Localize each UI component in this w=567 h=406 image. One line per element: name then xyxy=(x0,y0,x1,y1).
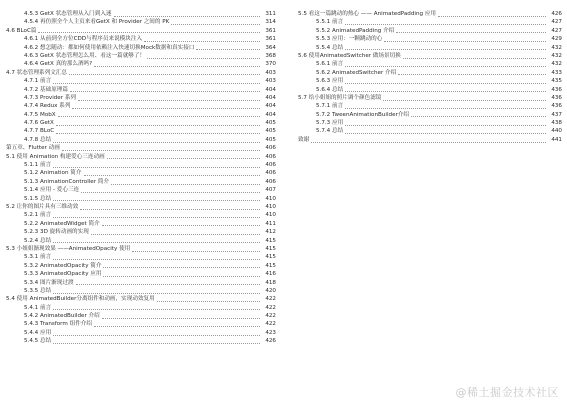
dot-leader xyxy=(80,205,260,210)
dot-leader xyxy=(345,129,546,134)
toc-entry-title: 4.7.8 总结 xyxy=(24,136,52,143)
toc-entry[interactable] xyxy=(6,60,276,68)
toc-entry[interactable] xyxy=(6,228,276,236)
toc-entry-page: 415 xyxy=(265,262,276,269)
dot-leader xyxy=(84,171,261,176)
dot-leader xyxy=(53,339,260,344)
toc-entry[interactable] xyxy=(6,279,276,287)
toc-entry[interactable] xyxy=(298,35,562,43)
toc-entry[interactable] xyxy=(6,136,276,144)
dot-leader xyxy=(53,163,260,168)
toc-entry[interactable] xyxy=(298,52,562,60)
dot-leader xyxy=(53,238,260,243)
dot-leader xyxy=(103,272,260,277)
toc-entry[interactable] xyxy=(6,304,276,312)
dot-leader xyxy=(345,104,546,109)
toc-entry-page: 422 xyxy=(265,321,276,328)
toc-entry[interactable] xyxy=(298,127,562,135)
toc-entry-title: 4.7.2 基础原理篇 xyxy=(24,86,68,93)
toc-entry[interactable] xyxy=(6,169,276,177)
dot-leader xyxy=(345,79,546,84)
dot-leader xyxy=(147,54,260,59)
toc-entry-title: 4.7.1 前言 xyxy=(24,78,52,85)
dot-leader xyxy=(107,154,260,159)
toc-left-column xyxy=(6,10,276,346)
toc-entry[interactable] xyxy=(6,69,276,77)
dot-leader xyxy=(53,255,260,260)
toc-entry-page: 436 xyxy=(551,86,562,93)
toc-entry-page: 440 xyxy=(551,128,562,135)
toc-entry[interactable] xyxy=(6,52,276,60)
toc-entry-page: 361 xyxy=(265,27,276,34)
toc-entry-title: 4.6.1 从前到全方位CDD与程序员来说模块注入 xyxy=(24,36,143,43)
toc-entry[interactable] xyxy=(6,245,276,253)
toc-entry-page: 427 xyxy=(551,27,562,34)
toc-entry-page: 406 xyxy=(265,162,276,169)
dot-leader xyxy=(94,322,260,327)
toc-entry-title: 4.5.4 再仿照全个人主页来看GetX 和 Provider 之间的 PK xyxy=(24,19,170,26)
dot-leader xyxy=(53,138,260,143)
toc-entry[interactable] xyxy=(6,186,276,194)
toc-entry[interactable] xyxy=(6,295,276,303)
toc-entry-title: 5.4.5 总结 xyxy=(24,338,52,345)
dot-leader xyxy=(114,12,260,17)
dot-leader xyxy=(53,79,260,84)
toc-entry-page: 404 xyxy=(265,103,276,110)
toc-entry[interactable] xyxy=(6,329,276,337)
toc-entry-title: 4.7.4 Redux 系列 xyxy=(24,103,71,110)
dot-leader xyxy=(102,221,260,226)
toc-entry-title: 5.7.4 总结 xyxy=(316,128,344,135)
toc-entry[interactable] xyxy=(298,102,562,110)
toc-entry[interactable] xyxy=(6,119,276,127)
toc-entry[interactable] xyxy=(6,18,276,26)
dot-leader xyxy=(411,112,546,117)
dot-leader xyxy=(396,28,546,33)
toc-entry[interactable] xyxy=(298,69,562,77)
watermark: @稀土掘金技术社区 xyxy=(455,386,559,399)
toc-entry[interactable] xyxy=(6,94,276,102)
toc-entry-page: 406 xyxy=(265,178,276,185)
toc-entry-title: 4.5.3 GetX 状态管理从入门到入迷 xyxy=(24,11,112,17)
toc-right-column xyxy=(298,10,562,144)
toc-entry-page: 441 xyxy=(551,136,562,143)
toc-entry-title: 5.3 小姐姐渐现效果 ——AnimatedOpacity 使用 xyxy=(6,245,131,252)
toc-entry-page: 438 xyxy=(551,120,562,127)
toc-entry[interactable] xyxy=(6,195,276,203)
toc-entry-title: 4.6 BLoC篇 xyxy=(6,27,37,34)
toc-entry-title: 5.6 使用AnimatedSwitcher 做场景切换 xyxy=(298,52,401,59)
toc-entry-title: 5.3.4 图片渐现过渡 xyxy=(24,279,74,286)
dot-leader xyxy=(345,121,546,126)
toc-entry-page: 427 xyxy=(551,19,562,26)
toc-entry-title: 4.6.3 GetX 状态管理怎么用、看这一篇就够了！ xyxy=(24,52,146,59)
dot-leader xyxy=(157,297,260,302)
toc-entry-title: 5.6.1 前言 xyxy=(316,61,344,68)
toc-entry-page: 405 xyxy=(265,128,276,135)
toc-entry-page: 406 xyxy=(265,153,276,160)
toc-entry[interactable] xyxy=(6,320,276,328)
dot-leader xyxy=(53,331,260,336)
dot-leader xyxy=(78,96,260,101)
toc-entry-title: 5.5.1 前言 xyxy=(316,19,344,26)
dot-leader xyxy=(144,37,260,42)
toc-entry-page: 412 xyxy=(265,229,276,236)
dot-leader xyxy=(81,188,260,193)
toc-entry[interactable] xyxy=(6,44,276,52)
dot-leader xyxy=(103,263,260,268)
toc-entry-title: 4.6.2 想怎随动：都如何使用依赖注入快速切换Mock数据和真实接口 xyxy=(24,44,195,51)
toc-entry-page: 410 xyxy=(265,195,276,202)
dot-leader xyxy=(38,28,260,33)
toc-entry-page: 411 xyxy=(265,220,276,227)
toc-entry[interactable] xyxy=(6,102,276,110)
dot-leader xyxy=(53,196,260,201)
toc-entry-title: 5.3.5 总结 xyxy=(24,287,52,294)
dot-leader xyxy=(94,62,260,67)
toc-entry-title: 5.2.1 前言 xyxy=(24,212,52,219)
toc-entry-page: 311 xyxy=(265,11,276,17)
toc-entry-page: 426 xyxy=(551,11,562,17)
toc-entry-page: 404 xyxy=(265,94,276,101)
toc-entry-title: 5.3.2 AnimatedOpacity 简介 xyxy=(24,262,102,269)
toc-entry-title: 5.6.2 AnimatedSwitcher 介绍 xyxy=(316,69,397,76)
toc-entry-page: 436 xyxy=(551,103,562,110)
toc-entry-title: 5.4.4 应用 xyxy=(24,329,52,336)
toc-entry-page: 404 xyxy=(265,86,276,93)
dot-leader xyxy=(111,180,260,185)
toc-entry-title: 4.7.3 Provider 系列 xyxy=(24,94,77,101)
toc-entry-page: 432 xyxy=(551,44,562,51)
toc-entry[interactable] xyxy=(298,111,562,119)
toc-entry-title: 5.1.2 Animation 简介 xyxy=(24,170,82,177)
toc-entry-page: 415 xyxy=(265,237,276,244)
toc-entry-title: 4.7.7 BLoC xyxy=(24,128,55,135)
toc-entry-title: 5.1.3 AnimationController 简介 xyxy=(24,178,110,185)
toc-entry[interactable] xyxy=(298,136,562,144)
toc-entry[interactable] xyxy=(298,86,562,94)
toc-entry-page: 406 xyxy=(265,145,276,152)
toc-entry-page: 368 xyxy=(265,52,276,59)
dot-leader xyxy=(70,87,260,92)
toc-entry-page: 405 xyxy=(265,136,276,143)
dot-leader xyxy=(345,45,546,50)
toc-entry[interactable] xyxy=(6,270,276,278)
toc-entry[interactable] xyxy=(6,312,276,320)
toc-entry-title: 5.6.4 总结 xyxy=(316,86,344,93)
dot-leader xyxy=(69,70,260,75)
toc-entry[interactable] xyxy=(6,287,276,295)
toc-entry-page: 422 xyxy=(265,296,276,303)
toc-entry-page: 437 xyxy=(551,111,562,118)
toc-entry-page: 370 xyxy=(265,61,276,68)
toc-entry[interactable] xyxy=(6,220,276,228)
toc-entry[interactable] xyxy=(298,18,562,26)
dot-leader xyxy=(72,104,260,109)
toc-entry-title: 第五章、Flutter 动画 xyxy=(6,145,60,152)
toc-entry-title: 5.2 让你的图片具有三维动效 xyxy=(6,203,79,210)
toc-entry[interactable] xyxy=(6,111,276,119)
toc-entry-title: 5.4 使用 AnimatedBuilder分离组件和动画，实现动效复用 xyxy=(6,296,155,303)
dot-leader xyxy=(53,305,260,310)
toc-entry-title: 4.7 状态管理系列文汇总 xyxy=(6,69,68,76)
toc-entry-title: 5.5.3 应用：一颗跳动的心 xyxy=(316,36,383,43)
dot-leader xyxy=(132,247,260,252)
toc-entry-title: 4.7.5 MobX xyxy=(24,111,56,118)
toc-entry[interactable] xyxy=(298,60,562,68)
toc-entry-page: 403 xyxy=(265,69,276,76)
toc-entry[interactable] xyxy=(298,27,562,35)
toc-entry-page: 364 xyxy=(265,44,276,51)
toc-entry-title: 5.7.3 应用 xyxy=(316,120,344,127)
dot-leader xyxy=(102,314,260,319)
dot-leader xyxy=(76,280,260,285)
toc-entry-title: 5.2.3 3D 旋转动画的实现 xyxy=(24,229,89,236)
dot-leader xyxy=(58,112,260,117)
toc-entry[interactable] xyxy=(6,153,276,161)
toc-entry[interactable] xyxy=(6,127,276,135)
dot-leader xyxy=(383,96,546,101)
toc-entry-title: 5.2.4 总结 xyxy=(24,237,52,244)
dot-leader xyxy=(311,138,546,143)
toc-entry[interactable] xyxy=(6,35,276,43)
toc-entry[interactable] xyxy=(298,119,562,127)
toc-entry[interactable] xyxy=(6,10,276,18)
toc-entry-title: 5.7.1 前言 xyxy=(316,103,344,110)
toc-entry[interactable] xyxy=(6,161,276,169)
toc-entry-page: 403 xyxy=(265,78,276,85)
toc-entry-page: 416 xyxy=(265,271,276,278)
dot-leader xyxy=(345,20,546,25)
dot-leader xyxy=(345,62,546,67)
toc-entry-title: 5.1.5 总结 xyxy=(24,195,52,202)
toc-entry-page: 418 xyxy=(265,279,276,286)
toc-entry[interactable] xyxy=(6,253,276,261)
dot-leader xyxy=(196,45,260,50)
toc-entry-page: 435 xyxy=(551,78,562,85)
toc-entry[interactable] xyxy=(298,44,562,52)
dot-leader xyxy=(53,213,260,218)
toc-entry[interactable] xyxy=(6,211,276,219)
toc-entry-page: 415 xyxy=(265,254,276,261)
toc-entry-page: 314 xyxy=(265,19,276,26)
toc-entry-page: 432 xyxy=(551,61,562,68)
toc-entry[interactable] xyxy=(6,262,276,270)
toc-entry-title: 致谢 xyxy=(298,136,310,143)
dot-leader xyxy=(345,87,546,92)
toc-entry-title: 5.1.4 应用 - 爱心三连 xyxy=(24,187,80,194)
toc-entry-page: 415 xyxy=(265,245,276,252)
dot-leader xyxy=(56,121,260,126)
toc-entry-page: 361 xyxy=(265,36,276,43)
toc-entry[interactable] xyxy=(6,237,276,245)
toc-entry-title: 4.7.6 GetX xyxy=(24,120,54,127)
dot-leader xyxy=(438,12,546,17)
toc-entry-page: 405 xyxy=(265,120,276,127)
toc-entry-page: 423 xyxy=(265,329,276,336)
toc-entry-title: 5.3.1 前言 xyxy=(24,254,52,261)
toc-entry-title: 5.2.2 AnimatedWidget 简介 xyxy=(24,220,100,227)
dot-leader xyxy=(62,146,260,151)
toc-entry[interactable] xyxy=(298,94,562,102)
dot-leader xyxy=(91,230,260,235)
dot-leader xyxy=(384,37,546,42)
toc-entry-title: 5.4.1 前言 xyxy=(24,304,52,311)
toc-entry-title: 5.7 给小姐姐的照片调个颜色滤镜 xyxy=(298,94,382,101)
dot-leader xyxy=(53,289,260,294)
toc-entry-page: 420 xyxy=(265,287,276,294)
toc-entry-page: 407 xyxy=(265,187,276,194)
toc-entry[interactable] xyxy=(6,144,276,152)
toc-entry[interactable] xyxy=(6,77,276,85)
toc-entry[interactable] xyxy=(298,77,562,85)
toc-entry-title: 5.7.2 TweenAnimationBuilder介绍 xyxy=(316,111,409,118)
toc-entry-page: 422 xyxy=(265,313,276,320)
toc-entry-page: 410 xyxy=(265,212,276,219)
dot-leader xyxy=(56,129,260,134)
toc-entry[interactable] xyxy=(6,86,276,94)
toc-entry-title: 5.1 使用 Animation 构建爱心三连动画 xyxy=(6,153,105,160)
toc-entry-title: 5.4.3 Transform 组件介绍 xyxy=(24,321,92,328)
toc-entry-title: 5.5 看这一篇跳动的热心 —— AnimatedPadding 应用 xyxy=(298,11,437,17)
toc-entry[interactable] xyxy=(6,178,276,186)
toc-entry-title: 5.5.4 总结 xyxy=(316,44,344,51)
toc-entry-page: 432 xyxy=(551,52,562,59)
toc-entry[interactable] xyxy=(6,27,276,35)
toc-entry-title: 5.5.2 AnimatedPadding 介绍 xyxy=(316,27,395,34)
toc-entry[interactable] xyxy=(6,337,276,345)
toc-entry-page: 436 xyxy=(551,94,562,101)
toc-entry-page: 433 xyxy=(551,69,562,76)
toc-entry-title: 5.6.3 应用 xyxy=(316,78,344,85)
toc-entry-page: 429 xyxy=(551,36,562,43)
dot-leader xyxy=(403,54,546,59)
toc-entry-page: 406 xyxy=(265,170,276,177)
toc-entry-title: 4.6.4 GetX 真的那么酒吗? xyxy=(24,61,93,68)
toc-entry-page: 426 xyxy=(265,338,276,345)
toc-entry-title: 5.4.2 AnimatedBuilder 介绍 xyxy=(24,313,100,320)
toc-entry-title: 5.1.1 前言 xyxy=(24,162,52,169)
toc-entry-page: 410 xyxy=(265,203,276,210)
toc-entry[interactable] xyxy=(6,203,276,211)
toc-entry[interactable] xyxy=(298,10,562,18)
toc-entry-title: 5.3.3 AnimatedOpacity 应用 xyxy=(24,271,102,278)
toc-entry-page: 422 xyxy=(265,304,276,311)
dot-leader xyxy=(398,70,546,75)
toc-entry-page: 404 xyxy=(265,111,276,118)
dot-leader xyxy=(171,20,260,25)
